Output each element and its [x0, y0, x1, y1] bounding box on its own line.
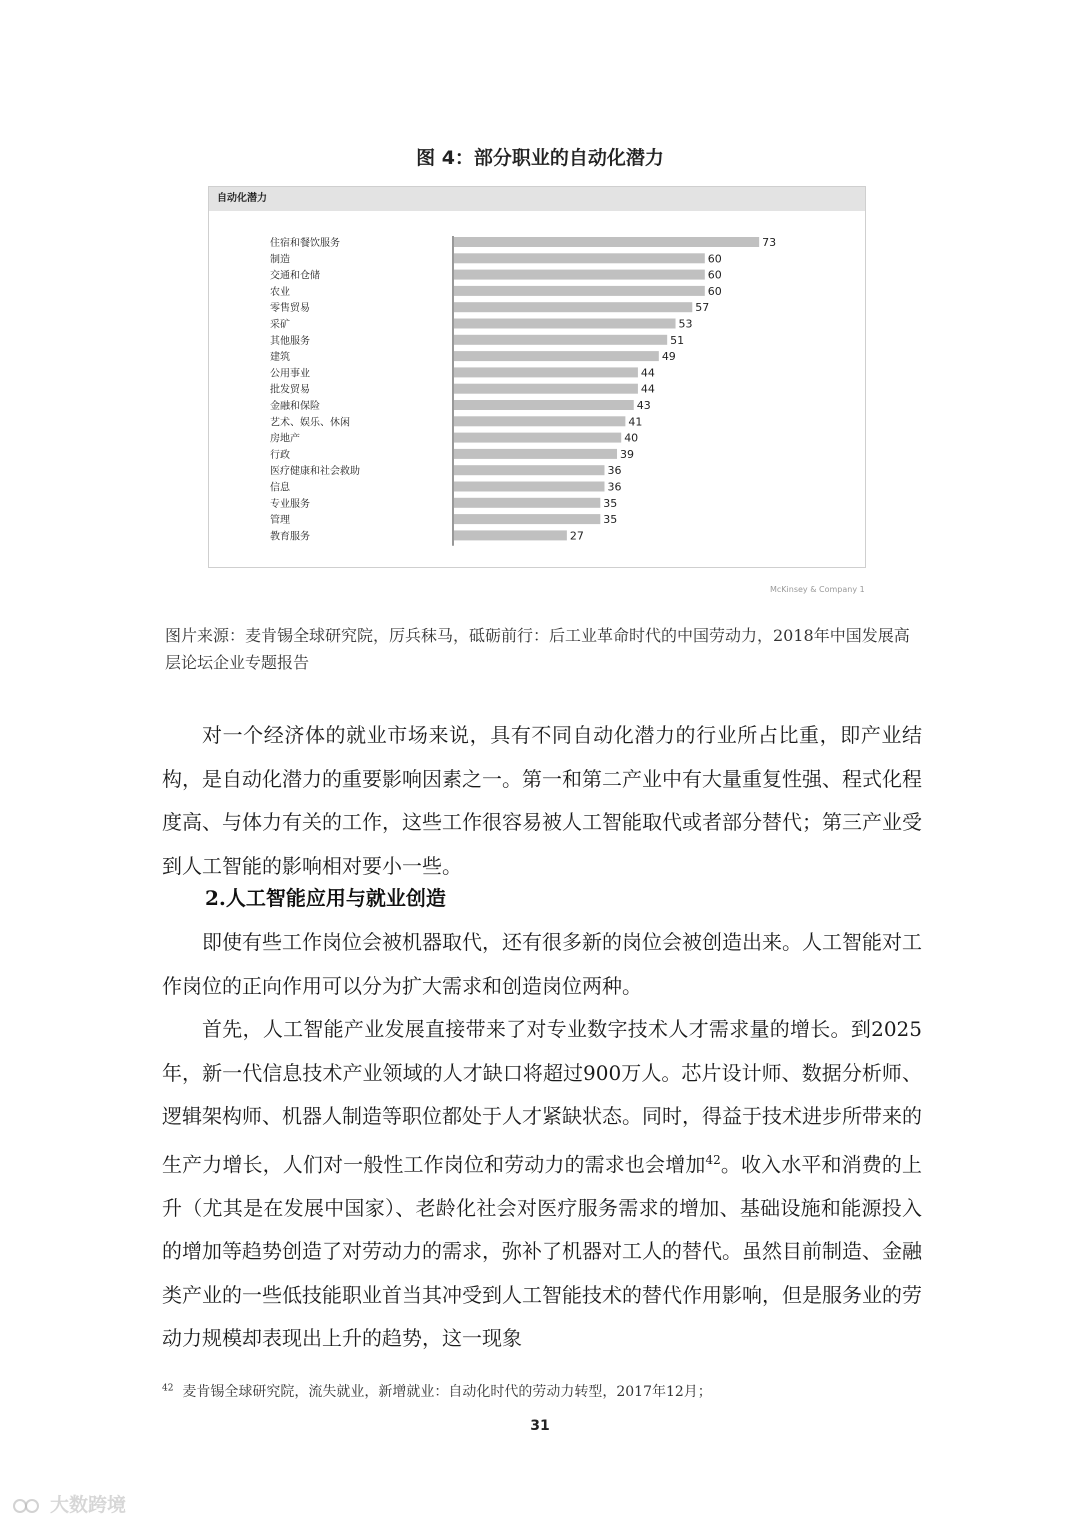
- bar: [454, 335, 667, 345]
- bar: [454, 530, 567, 540]
- bar: [454, 319, 676, 329]
- category-label: 艺术、娱乐、休闲: [270, 417, 350, 429]
- category-label: 农业: [270, 286, 290, 298]
- data-label: 43: [636, 399, 651, 412]
- data-label: 49: [661, 350, 676, 364]
- data-label: 60: [707, 268, 722, 282]
- category-label: 其他服务: [270, 335, 310, 347]
- category-label: 医疗健康和社会救助: [270, 466, 360, 478]
- figure-title: 图 4：部分职业的自动化潜力: [416, 147, 664, 169]
- bar: [454, 514, 600, 524]
- category-label: 信息: [270, 482, 290, 494]
- category-label: 管理: [270, 515, 290, 527]
- bar: [454, 384, 638, 394]
- category-label: 房地产: [270, 433, 300, 445]
- bar: [454, 400, 634, 410]
- watermark: [12, 1490, 126, 1517]
- category-label: 行政: [270, 449, 290, 461]
- category-label: 教育服务: [270, 531, 310, 543]
- category-label: 零售贸易: [270, 303, 310, 315]
- footnote-ref[interactable]: 42: [705, 1152, 721, 1167]
- category-label: 金融和保险: [270, 401, 320, 412]
- bar: [454, 253, 705, 263]
- data-label: 41: [628, 415, 643, 429]
- data-label: 60: [707, 252, 722, 266]
- paragraph-3: [162, 1008, 922, 1361]
- bar: [454, 351, 659, 361]
- category-label: 公用事业: [270, 368, 310, 380]
- bar: [454, 433, 621, 443]
- category-label: 建筑: [270, 352, 290, 364]
- bar: [454, 237, 759, 247]
- category-label: 住宿和餐饮服务: [270, 238, 340, 249]
- footnote-text: 麦肯锡全球研究院，流失就业，新增就业：自动化时代的劳动力转型，2017年12月；: [182, 1384, 712, 1400]
- section-heading: 2.人工智能应用与就业创造: [205, 886, 446, 910]
- bar: [454, 270, 705, 280]
- data-label: 60: [707, 284, 722, 298]
- bar: [454, 416, 625, 426]
- paragraph-3-part-b: 。收入水平和消费的上升（尤其是在发展中国家）、老龄化社会对医疗服务需求的增加、基础设施和能源投入的增加等趋势创造了对劳动力的需求，弥补了机器对工人的替代。虽然目前制造、金融类产业的一些低技能职业首当其冲受到人工智能技术的替代作用影响，但是服务业的劳动力规模却表现出上升的趋势，这一现象: [162, 1152, 923, 1351]
- bar: [454, 302, 692, 312]
- data-label: 44: [640, 366, 655, 380]
- category-label: 批发贸易: [270, 384, 310, 396]
- category-label: 交通和仓储: [270, 270, 320, 282]
- data-label: 40: [624, 431, 639, 445]
- data-label: 51: [670, 333, 685, 347]
- data-label: 44: [640, 382, 655, 396]
- page-number: 31: [530, 1418, 550, 1434]
- paragraph-1: 对一个经济体的就业市场来说，具有不同自动化潜力的行业所占比重，即产业结构，是自动化潜力的重要影响因素之一。第一和第二产业中有大量重复性强、程式化程度高、与体力有关的工作，这些工作很容易被人工智能取代或者部分替代；第三产业受到人工智能的影响相对要小一些。: [162, 723, 922, 878]
- bar-chart: [209, 211, 865, 567]
- footnote-number: 42: [162, 1383, 174, 1394]
- data-label: 35: [603, 513, 618, 527]
- bar: [454, 482, 604, 492]
- data-label: 36: [607, 480, 622, 494]
- watermark-logo-icon: [12, 1496, 44, 1516]
- figure-caption: 图片来源：麦肯锡全球研究院，厉兵秣马，砥砺前行：后工业革命时代的中国劳动力，2018年中国发展高层论坛企业专题报告: [165, 626, 910, 672]
- data-label: 53: [678, 317, 693, 331]
- bar: [454, 498, 600, 508]
- category-label: 专业服务: [270, 498, 310, 510]
- data-label: 36: [607, 464, 622, 478]
- category-label: 制造: [270, 254, 290, 266]
- paragraph-2: 即使有些工作岗位会被机器取代，还有很多新的岗位会被创造出来。人工智能对工作岗位的正向作用可以分为扩大需求和创造岗位两种。: [162, 930, 922, 998]
- watermark-text: 大数跨境: [50, 1494, 127, 1516]
- data-label: 35: [603, 496, 618, 510]
- data-label: 39: [620, 447, 635, 461]
- chart-header: 自动化潜力: [209, 187, 865, 211]
- bar: [454, 367, 638, 377]
- paragraph-3-part-a: 首先，人工智能产业发展直接带来了对专业数字技术人才需求量的增长。到2025年，新一代信息技术产业领域的人才缺口将超过900万人。芯片设计师、数据分析师、逻辑架构师、机器人制造等职位都处于人才紧缺状态。同时，得益于技术进步所带来的生产力增长，人们对一般性工作岗位和劳动力的需求也会增加: [162, 1017, 922, 1177]
- source-footer: McKinsey & Company 1: [770, 585, 865, 594]
- data-label: 57: [695, 301, 710, 315]
- data-label: 27: [569, 529, 584, 543]
- footnote: [162, 1381, 712, 1401]
- bar: [454, 449, 617, 459]
- bar: [454, 465, 604, 475]
- chart-container: [208, 186, 866, 568]
- bar: [454, 286, 705, 296]
- data-label: 73: [762, 236, 777, 249]
- category-label: 采矿: [270, 319, 290, 331]
